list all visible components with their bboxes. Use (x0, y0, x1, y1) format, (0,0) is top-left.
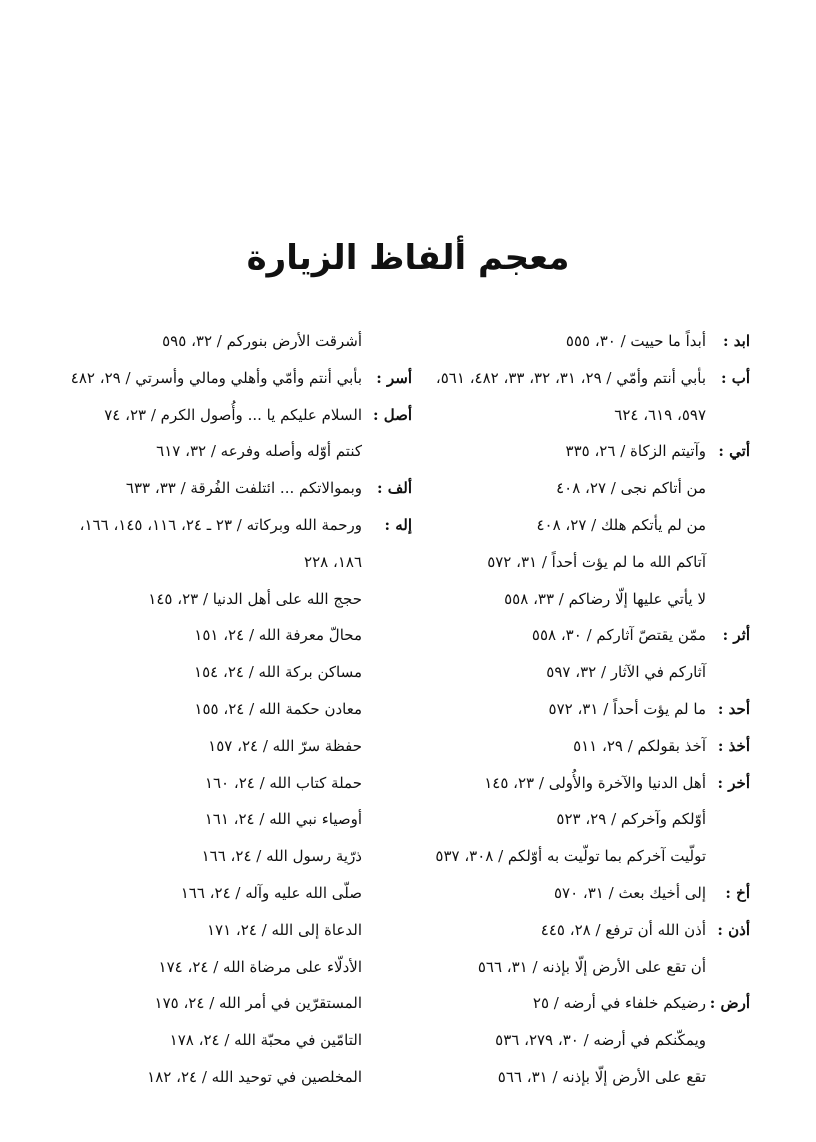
entry-text: بأبي أنتم وأمّي / ٢٩، ٣١، ٣٢، ٣٣، ٤٨٢، ٥٦١، (435, 368, 706, 387)
entry-root: أخ : (725, 883, 750, 902)
index-entry (72, 875, 412, 912)
entry-text: التامّين في محبّة الله / ٢٤، ١٧٨ (169, 1031, 362, 1050)
entry-text: المخلصين في توحيد الله / ٢٤، ١٨٢ (147, 1067, 362, 1086)
entry-text: آتاكم الله ما لم يؤت أحداً / ٣١، ٥٧٢ (487, 552, 706, 571)
entry-text: صلّى الله عليه وآله / ٢٤، ١٦٦ (180, 883, 362, 902)
page-title: معجم ألفاظ الزيارة (246, 238, 570, 278)
index-entry (72, 581, 412, 618)
index-entry (432, 949, 750, 986)
entry-text: تولّيت آخركم بما تولّيت به أوّلكم / ٣٠٨، ٥٣٧ (435, 847, 706, 866)
entry-root: ابد : (723, 332, 750, 350)
entry-text: محالّ معرفة الله / ٢٤، ١٥١ (194, 626, 362, 645)
entry-text: الدعاة إلى الله / ٢٤، ١٧١ (206, 920, 362, 939)
index-entry (432, 1059, 750, 1096)
index-entry (72, 801, 412, 838)
index-entry (72, 765, 412, 802)
index-entry (432, 654, 750, 691)
index-entry (72, 323, 412, 360)
entry-text: آخذ بقولكم / ٢٩، ٥١١ (573, 736, 706, 755)
entry-root: أصل : (372, 405, 412, 424)
index-entry (72, 985, 412, 1022)
index-entry (72, 1022, 412, 1059)
entry-root: أذن : (717, 920, 750, 939)
index-column-right (432, 323, 750, 1096)
index-entry (432, 507, 750, 544)
index-entry (72, 433, 412, 470)
index-entry (432, 397, 750, 434)
entry-root: أسر : (376, 368, 412, 387)
index-entry (432, 765, 750, 802)
entry-text: كنتم أوّله وأصله وفرعه / ٣٢، ٦١٧ (156, 442, 362, 461)
index-entry (72, 397, 412, 434)
entry-text: تقع على الأرض إلّا بإذنه / ٣١، ٥٦٦ (497, 1067, 706, 1086)
index-entry (432, 323, 750, 360)
index-entry (72, 507, 412, 544)
index-entry (432, 985, 750, 1022)
index-entry (72, 470, 412, 507)
entry-text: رضيكم خلفاء في أرضه / ٢٥ (532, 994, 706, 1013)
entry-root: أثر : (722, 626, 750, 645)
entry-text: من لم يأتكم هلك / ٢٧، ٤٠٨ (536, 515, 706, 534)
entry-root: إله : (384, 515, 412, 534)
entry-text: المستقرّين في أمر الله / ٢٤، ١٧٥ (154, 994, 362, 1013)
entry-text: معادن حكمة الله / ٢٤، ١٥٥ (194, 699, 362, 718)
entry-text: ما لم يؤت أحداً / ٣١، ٥٧٢ (548, 699, 706, 718)
entry-text: وآتيتم الزكاة / ٢٦، ٣٣٥ (565, 442, 706, 461)
entry-root: ألف : (376, 479, 412, 498)
entry-text: أوصياء نبي الله / ٢٤، ١٦١ (204, 810, 362, 829)
entry-root: أب : (720, 368, 750, 387)
index-entry (432, 1022, 750, 1059)
entry-text: مساكن بركة الله / ٢٤، ١٥٤ (194, 663, 362, 682)
index-entry (432, 691, 750, 728)
index-entry (432, 801, 750, 838)
index-entry (432, 544, 750, 581)
entry-text: حجج الله على أهل الدنيا / ٢٣، ١٤٥ (148, 589, 362, 608)
entry-text: الأدلّاء على مرضاة الله / ٢٤، ١٧٤ (158, 957, 362, 976)
index-entry (432, 838, 750, 875)
entry-text: بأبي أنتم وأمّي وأهلي ومالي وأسرتي / ٢٩، ٤٨٢ (70, 368, 362, 387)
index-entry (432, 581, 750, 618)
entry-root: أرض : (709, 994, 750, 1013)
entry-text: أشرقت الأرض بنوركم / ٣٢، ٥٩٥ (162, 332, 362, 350)
entry-text: أوّلكم وآخركم / ٢٩، ٥٢٣ (556, 810, 706, 829)
entry-text: ذرّية رسول الله / ٢٤، ١٦٦ (201, 847, 362, 866)
entry-text: ويمكّنكم في أرضه / ٣٠، ٢٧٩، ٥٣٦ (495, 1031, 706, 1050)
index-entry (432, 912, 750, 949)
index-entry (72, 691, 412, 728)
entry-root: أحد : (717, 699, 750, 718)
entry-text: ٥٩٧، ٦١٩، ٦٢٤ (614, 405, 706, 424)
index-entry (72, 544, 412, 581)
entry-text: حفظة سرّ الله / ٢٤، ١٥٧ (208, 736, 362, 755)
index-entry (72, 838, 412, 875)
index-entry (432, 875, 750, 912)
index-entry (72, 654, 412, 691)
entry-text: آثاركم في الآثار / ٣٢، ٥٩٧ (546, 663, 706, 682)
index-entry (72, 617, 412, 654)
index-entry (72, 728, 412, 765)
index-entry (72, 360, 412, 397)
entry-text: أهل الدنيا والآخرة والأُولى / ٢٣، ١٤٥ (484, 773, 706, 792)
index-entry (432, 728, 750, 765)
index-column-left (72, 323, 412, 1096)
entry-text: أن تقع على الأرض إلّا بإذنه / ٣١، ٥٦٦ (477, 957, 706, 976)
entry-text: ممّن يقتصّ آثاركم / ٣٠، ٥٥٨ (531, 626, 706, 645)
index-entry (72, 912, 412, 949)
entry-root: أتي : (718, 442, 750, 461)
index-entry (432, 360, 750, 397)
entry-text: أذن الله أن ترفع / ٢٨، ٤٤٥ (540, 920, 706, 939)
entry-text: ١٨٦، ٢٢٨ (304, 552, 362, 571)
index-entry (72, 949, 412, 986)
entry-text: من أتاكم نجى / ٢٧، ٤٠٨ (556, 479, 706, 498)
index-entry (432, 470, 750, 507)
entry-root: أخر : (717, 773, 750, 792)
entry-text: حملة كتاب الله / ٢٤، ١٦٠ (204, 773, 362, 792)
index-entry (432, 617, 750, 654)
index-entry (432, 433, 750, 470)
entry-root: أخذ : (717, 736, 750, 755)
index-entry (72, 1059, 412, 1096)
entry-text: إلى أخيك بعث / ٣١، ٥٧٠ (553, 883, 706, 902)
entry-text: أبداً ما حييت / ٣٠، ٥٥٥ (565, 332, 706, 350)
entry-text: وبموالاتكم ... ائتلفت الفُرقة / ٣٣، ٦٣٣ (125, 479, 362, 498)
entry-text: ورحمة الله وبركاته / ٢٣ ـ ٢٤، ١١٦، ١٤٥، ١٦٦، (79, 515, 362, 534)
entry-text: لا يأتي عليها إلّا رضاكم / ٣٣، ٥٥٨ (504, 589, 706, 608)
entry-text: السلام عليكم يا ... وأُصول الكرم / ٢٣، ٧٤ (104, 405, 362, 424)
